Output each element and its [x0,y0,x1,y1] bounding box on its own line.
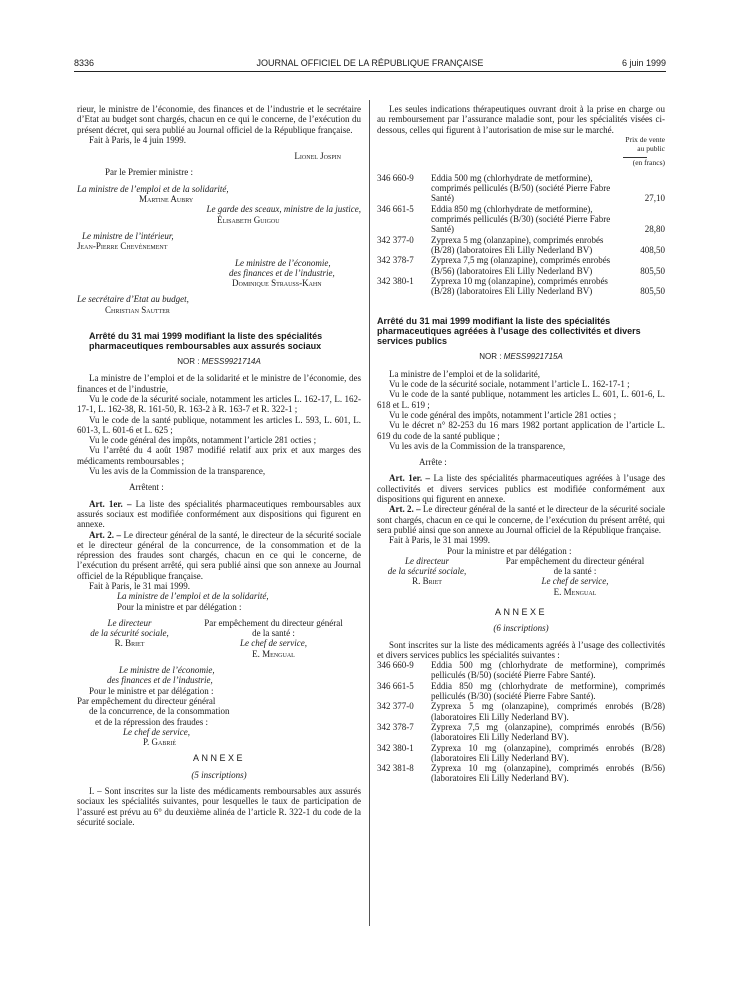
directeur-label-r: Le directeur [405,555,449,566]
list-desc: Zyprexa 5 mg (olanzapine), comprimés enrobés (B/28) (laboratoires Eli Lilly Nederland BV). [431,701,665,722]
price-header-1: Prix de vente [625,134,665,144]
nor-reference-2: NOR : MESS9921715A [479,352,563,362]
par-premier-ministre: Par le Premier ministre : [105,167,193,178]
list-item [377,681,665,702]
arrete-label: Arrête : [419,457,447,468]
chef-service-label: Le chef de service, [240,638,307,649]
product-row [377,235,665,256]
chef-service-2: Le chef de service, [123,726,190,737]
securite-sociale-label: de la sécurité sociale, [90,628,169,639]
pour-le-ministre: Pour le ministre et par délégation : [89,685,214,696]
product-price-table [377,173,665,297]
signature-briet-r: R. Briet [412,576,442,587]
therapeutic-intro: Les seules indications thérapeutiques ouvrant droit à la prise en charge ou au remboursement par l’assurance maladie sont, pour les spécialités visées ci-dessous, celles qui figurent à l’autorisation de mise sur le marché. [377,104,665,135]
sante-label: de la santé : [252,628,295,639]
fraudes-label: et de la répression des fraudes : [95,716,208,727]
list-item [377,660,665,681]
product-code: 342 380-1 [377,275,414,286]
list-item [377,701,665,722]
preamble-vu-r5: Vu les avis de la Commission de la transparence, [389,440,566,451]
empechement-dgccrf: Par empêchement du directeur général [77,695,216,706]
signature-jospin: Lionel Jospin [294,151,341,162]
list-desc: Eddia 500 mg (chlorhydrate de metformine), comprimés pelliculés (B/50) (société Pierre Fabre Santé). [431,660,665,681]
product-row [377,204,665,235]
column-divider [369,100,370,926]
garde-sceaux: Le garde des sceaux, ministre de la justice, [206,204,361,215]
ministre-economie: Le ministre de l’économie, [235,257,331,268]
annexe-heading-r: ANNEXE [494,606,547,617]
annexe-heading: ANNEXE [192,753,245,764]
product-price: 408,50 [640,244,665,255]
price-header [605,135,665,167]
inscriptions-count-r: (6 inscriptions) [493,623,549,634]
ministre-economie-2: des finances et de l’industrie, [229,267,335,278]
product-code: 346 661-5 [377,203,414,214]
list-code: 346 660-9 [377,660,414,671]
signature-chevenement: Jean-Pierre Chevènement [77,241,168,252]
inscriptions-list [377,660,665,784]
product-desc: Eddia 850 mg (chlorhydrate de metformine), comprimés pelliculés (B/30) (société Pierre Fabre Santé) [431,203,611,235]
signature-gabrie: P. Gabrié [143,737,177,748]
empechement-label: Par empêchement du directeur général [204,617,343,628]
list-item [377,722,665,743]
signature-briet: R. Briet [114,638,145,649]
list-code: 342 380-1 [377,742,414,753]
secretaire-etat: Le secrétaire d’Etat au budget, [77,294,189,305]
article-2: Art. 2. – Le directeur général de la santé, le directeur de la sécurité sociale et le directeur général de la concurrence, de la consommation et de la répression des fraudes sont chargés, chacun en ce qui le concerne, de l’exécution du présent arrêté, qui sera publié ainsi que son annexe au Journal officiel de la République française. [77,529,362,581]
preamble-vu-r1: Vu le code de la sécurité sociale, notamment l’article L. 162-17-1 ; [389,379,630,390]
issue-date: 6 juin 1999 [621,58,666,68]
fait-date: Fait à Paris, le 4 juin 1999. [89,134,186,145]
product-desc: Zyprexa 7,5 mg (olanzapine), comprimés enrobés (B/56) (laboratoires Eli Lilly Nederland BV) [431,255,611,276]
signature-sautter: Christian Sautter [105,304,170,315]
annexe-text: I. – Sont inscrites sur la liste des médicaments remboursables aux assurés sociaux les spécialités suivantes, pour lesquelles le taux de participation de l’assuré est prévu au 6° du deuxième alinéa de l’article R. 322-1 du code de la sécurité sociale. [77,786,361,827]
list-desc: Eddia 850 mg (chlorhydrate de metformine), comprimés pelliculés (B/30) (société Pierre Fabre Santé). [431,680,665,702]
article-1: Art. 1er. – La liste des spécialités pharmaceutiques remboursables aux assurés sociaux est modifiée conformément aux dispositions qui figurent en annexe. [77,498,361,530]
price-header-2: au public [637,143,665,153]
chef-service-label-r: Le chef de service, [541,576,609,587]
signatures-block [77,618,361,659]
preamble-ministers: La ministre de l’emploi et de la solidarité et le ministre de l’économie, des finances et de l’industrie, [77,373,361,394]
pour-la-ministre-r: Pour la ministre et par délégation : [447,545,572,556]
pour-la-ministre: Pour la ministre et par délégation : [117,601,242,612]
preamble-vu-4: Vu l’arrêté du 4 août 1987 modifié relatif aux prix et aux marges des médicaments remboursables ; [77,445,361,466]
list-desc: Zyprexa 10 mg (olanzapine), comprimés enrobés (B/56) (laboratoires Eli Lilly Nederland BV). [431,763,665,784]
decree-ending: rieur, le ministre de l’économie, des finances et de l’industrie et le secrétaire d’Etat au budget sont chargés, chacun en ce qui le concerne, de l’exécution du présent décret, qui sera publié au Journal officiel de la République française. [77,104,361,135]
preamble-minister: La ministre de l’emploi et de la solidarité, [389,368,540,379]
securite-sociale-label-r: de la sécurité sociale, [387,566,467,577]
list-code: 346 661-5 [377,680,414,691]
ministre-economie-3: Le ministre de l’économie, [119,665,215,676]
signature-aubry: Martine Aubry [139,194,194,205]
ministre-emploi: La ministre de l’emploi et de la solidarité, [77,183,229,194]
signatures-block-r [377,556,665,597]
product-price: 27,10 [644,193,665,204]
fait-date-2: Fait à Paris, le 31 mai 1999. [89,580,190,591]
product-code: 346 660-9 [377,172,414,183]
page-header [74,58,666,72]
inscriptions-count: (5 inscriptions) [191,769,247,780]
article-2-r: Art. 2. – Le directeur général de la santé et le directeur de la sécurité sociale sont chargés, chacun en ce qui le concerne, de l’exécution du présent arrêté, qui sera publié ainsi que son annexe au Journal officiel de la République française. [377,504,665,535]
ministre-emploi-2: La ministre de l’emploi et de la solidarité, [117,591,269,602]
price-header-3: (en francs) [632,157,665,167]
nor-reference: NOR : MESS9921714A [177,357,261,367]
product-code: 342 378-7 [377,255,414,266]
product-desc: Eddia 500 mg (chlorhydrate de metformine), comprimés pelliculés (B/50) (société Pierre Fabre Santé) [431,172,611,204]
list-code: 342 381-8 [377,763,414,774]
list-code: 342 377-0 [377,701,414,712]
signature-mengual: E. Mengual [252,648,295,659]
product-price: 805,50 [640,265,665,276]
header-rule [74,71,666,72]
preamble-vu-5: Vu les avis de la Commission de la transparence, [89,466,266,477]
list-item [377,763,665,784]
preamble-vu-3: Vu le code général des impôts, notamment l’article 281 octies ; [89,435,317,446]
left-column [77,104,361,827]
product-row [377,255,665,276]
product-row [377,276,665,297]
empechement-label-r: Par empêchement du directeur général [505,555,645,566]
ministre-economie-4: des finances et de l’industrie, [107,675,213,686]
product-desc: Zyprexa 10 mg (olanzapine), comprimés enrobés (B/28) (laboratoires Eli Lilly Nederland BV) [431,275,608,297]
preamble-vu-r2: Vu le code de la santé publique, notamment les articles L. 601, L. 601-6, L. 618 et L. 619 ; [377,389,665,410]
arrete-title: Arrêté du 31 mai 1999 modifiant la liste des spécialités pharmaceutiques remboursables aux assurés sociaux [89,331,323,352]
arretent: Arrêtent : [129,482,164,493]
preamble-vu-r3: Vu le code général des impôts, notamment l’article 281 octies ; [389,409,617,420]
product-price: 805,50 [640,286,665,297]
product-price: 28,80 [644,224,665,235]
preamble-vu-2: Vu le code de la santé publique, notamment les articles L. 593, L. 601, L. 601-3, L. 601-6 et L. 625 ; [77,414,361,435]
signature-mengual-r: E. Mengual [553,586,597,597]
article-1-r: Art. 1er. – La liste des spécialités pharmaceutiques agréées à l’usage des collectivités et divers services publics est modifiée conformément aux dispositions qui figurent en annexe. [377,473,666,505]
list-item [377,743,665,764]
product-desc: Zyprexa 5 mg (olanzapine), comprimés enrobés (B/28) (laboratoires Eli Lilly Nederland BV) [431,234,604,255]
sante-label-r: de la santé : [553,566,597,577]
list-code: 342 378-7 [377,721,414,732]
concurrence-label: de la concurrence, de la consommation [89,706,230,717]
ministre-interieur: Le ministre de l’intérieur, [82,230,174,241]
signature-guigou: Élisabeth Guigou [217,214,280,225]
product-code: 342 377-0 [377,234,414,245]
list-desc: Zyprexa 7,5 mg (olanzapine), comprimés enrobés (B/56) (laboratoires Eli Lilly Nederland BV). [431,721,665,743]
signature-strauss-kahn: Dominique Strauss-Kahn [232,278,322,289]
product-row [377,173,665,204]
fait-date-r: Fait à Paris, le 31 mai 1999. [389,535,490,546]
directeur-label: Le directeur [107,617,152,628]
right-column [377,104,665,784]
preamble-vu-1: Vu le code de la sécurité sociale, notamment les articles L. 162-17, L. 162-17-1, L. 162-38, R. 161-50, R. 163-2 à R. 163-7 et R. 322-1 ; [77,393,361,415]
page-number: 8336 [74,58,95,68]
list-intro: Sont inscrites sur la liste des médicaments agréés à l’usage des collectivités et divers services publics les spécialités suivantes : [377,639,665,660]
journal-title: JOURNAL OFFICIEL DE LA RÉPUBLIQUE FRANÇAISE [256,58,484,68]
arrete-title-2: Arrêté du 31 mai 1999 modifiant la liste des spécialités pharmaceutiques agréées à l’usage des collectivités et divers services publics [377,316,641,347]
preamble-vu-r4: Vu le décret n° 82-253 du 16 mars 1982 portant application de l’article L. 619 du code de la santé publique ; [377,420,665,441]
list-desc: Zyprexa 10 mg (olanzapine), comprimés enrobés (B/28) (laboratoires Eli Lilly Nederland BV). [431,742,665,763]
